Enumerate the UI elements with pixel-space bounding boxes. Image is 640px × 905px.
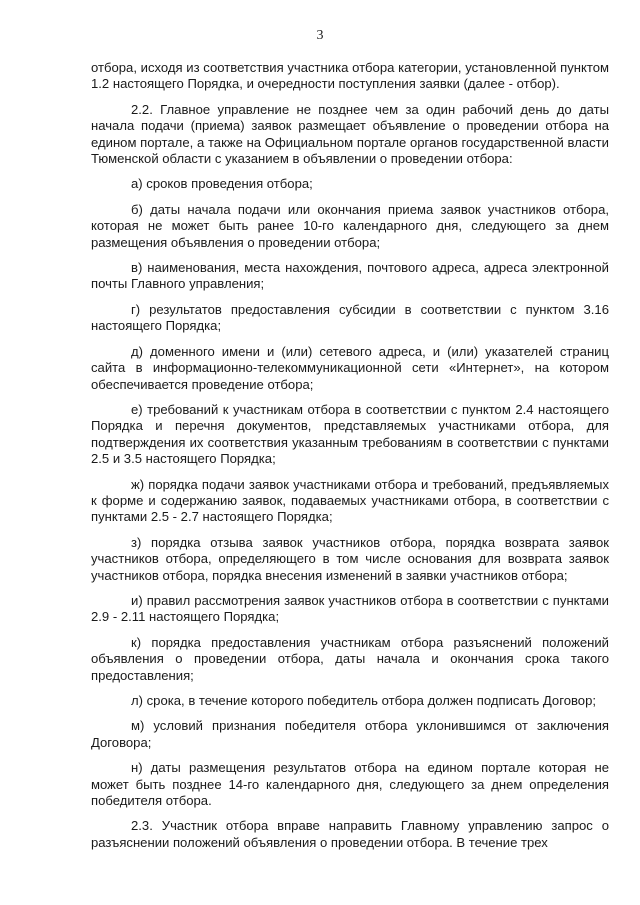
list-item-m: м) условий признания победителя отбора уклонившимся от заключения Договора;: [91, 718, 609, 750]
list-item-g: г) результатов предоставления субсидии в соответствии с пунктом 3.16 настоящего Порядка;: [91, 301, 609, 334]
document-body: [91, 60, 609, 860]
list-item-n: н) даты размещения результатов отбора на едином портале которая не может быть позднее 14-го календарного дня, следующего за днем определения победителя отбора.: [91, 760, 609, 809]
list-item-i: и) правил рассмотрения заявок участников отбора в соответствии с пунктами 2.9 - 2.11 настоящего Порядка;: [91, 592, 609, 625]
list-item-v: в) наименования, места нахождения, почтового адреса, адреса электронной почты Главного управления;: [91, 260, 609, 292]
list-item-a: а) сроков проведения отбора;: [131, 176, 313, 192]
list-item-d: д) доменного имени и (или) сетевого адреса, и (или) указателей страниц сайта в информационно-телекоммуникационной сети «Интернет», на котором обеспечивается проведение отбора;: [91, 343, 609, 392]
list-item-e: е) требований к участникам отбора в соответствии с пунктом 2.4 настоящего Порядка и перечня документов, представляемых участниками отбора, для подтверждения их соответствия указанным требованиям в соответствии с пунктами 2.5 и 3.5 настоящего Порядка;: [91, 401, 609, 467]
list-item-l: л) срока, в течение которого победитель отбора должен подписать Договор;: [131, 693, 596, 708]
paragraph-continuation: отбора, исходя из соответствия участника отбора категории, установленной пунктом 1.2 настоящего Порядка, и очередности поступления заявки (далее - отбор).: [91, 60, 609, 92]
list-item-k: к) порядка предоставления участникам отбора разъяснений положений объявления о проведении отбора, даты начала и окончания срока такого предоставления;: [91, 634, 609, 683]
list-item-b: б) даты начала подачи или окончания приема заявок участников отбора, которая не может быть ранее 10-го календарного дня, следующего за днем размещения объявления о проведении отбора;: [91, 201, 609, 250]
paragraph-2-3: 2.3. Участник отбора вправе направить Главному управлению запрос о разъяснении положений объявления о проведении отбора. В течение трех: [91, 818, 609, 850]
list-item-zh: ж) порядка подачи заявок участниками отбора и требований, предъявляемых к форме и содержанию заявок, подаваемых участниками отбора, в соответствии с пунктами 2.5 - 2.7 настоящего Порядка;: [91, 476, 609, 525]
list-item-z: з) порядка отзыва заявок участников отбора, порядка возврата заявок участников отбора, определяющего в том числе основания для возврата заявок участников отбора, порядка внесения изменений в заявки участников отбора;: [91, 534, 609, 583]
paragraph-2-2: 2.2. Главное управление не позднее чем за один рабочий день до даты начала подачи (приема) заявок размещает объявление о проведении отбора на едином портале, а также на Официальном портале органов государственной власти Тюменской области с указанием в объявлении о проведении отбора:: [91, 101, 609, 167]
page-number: 3: [316, 28, 324, 43]
